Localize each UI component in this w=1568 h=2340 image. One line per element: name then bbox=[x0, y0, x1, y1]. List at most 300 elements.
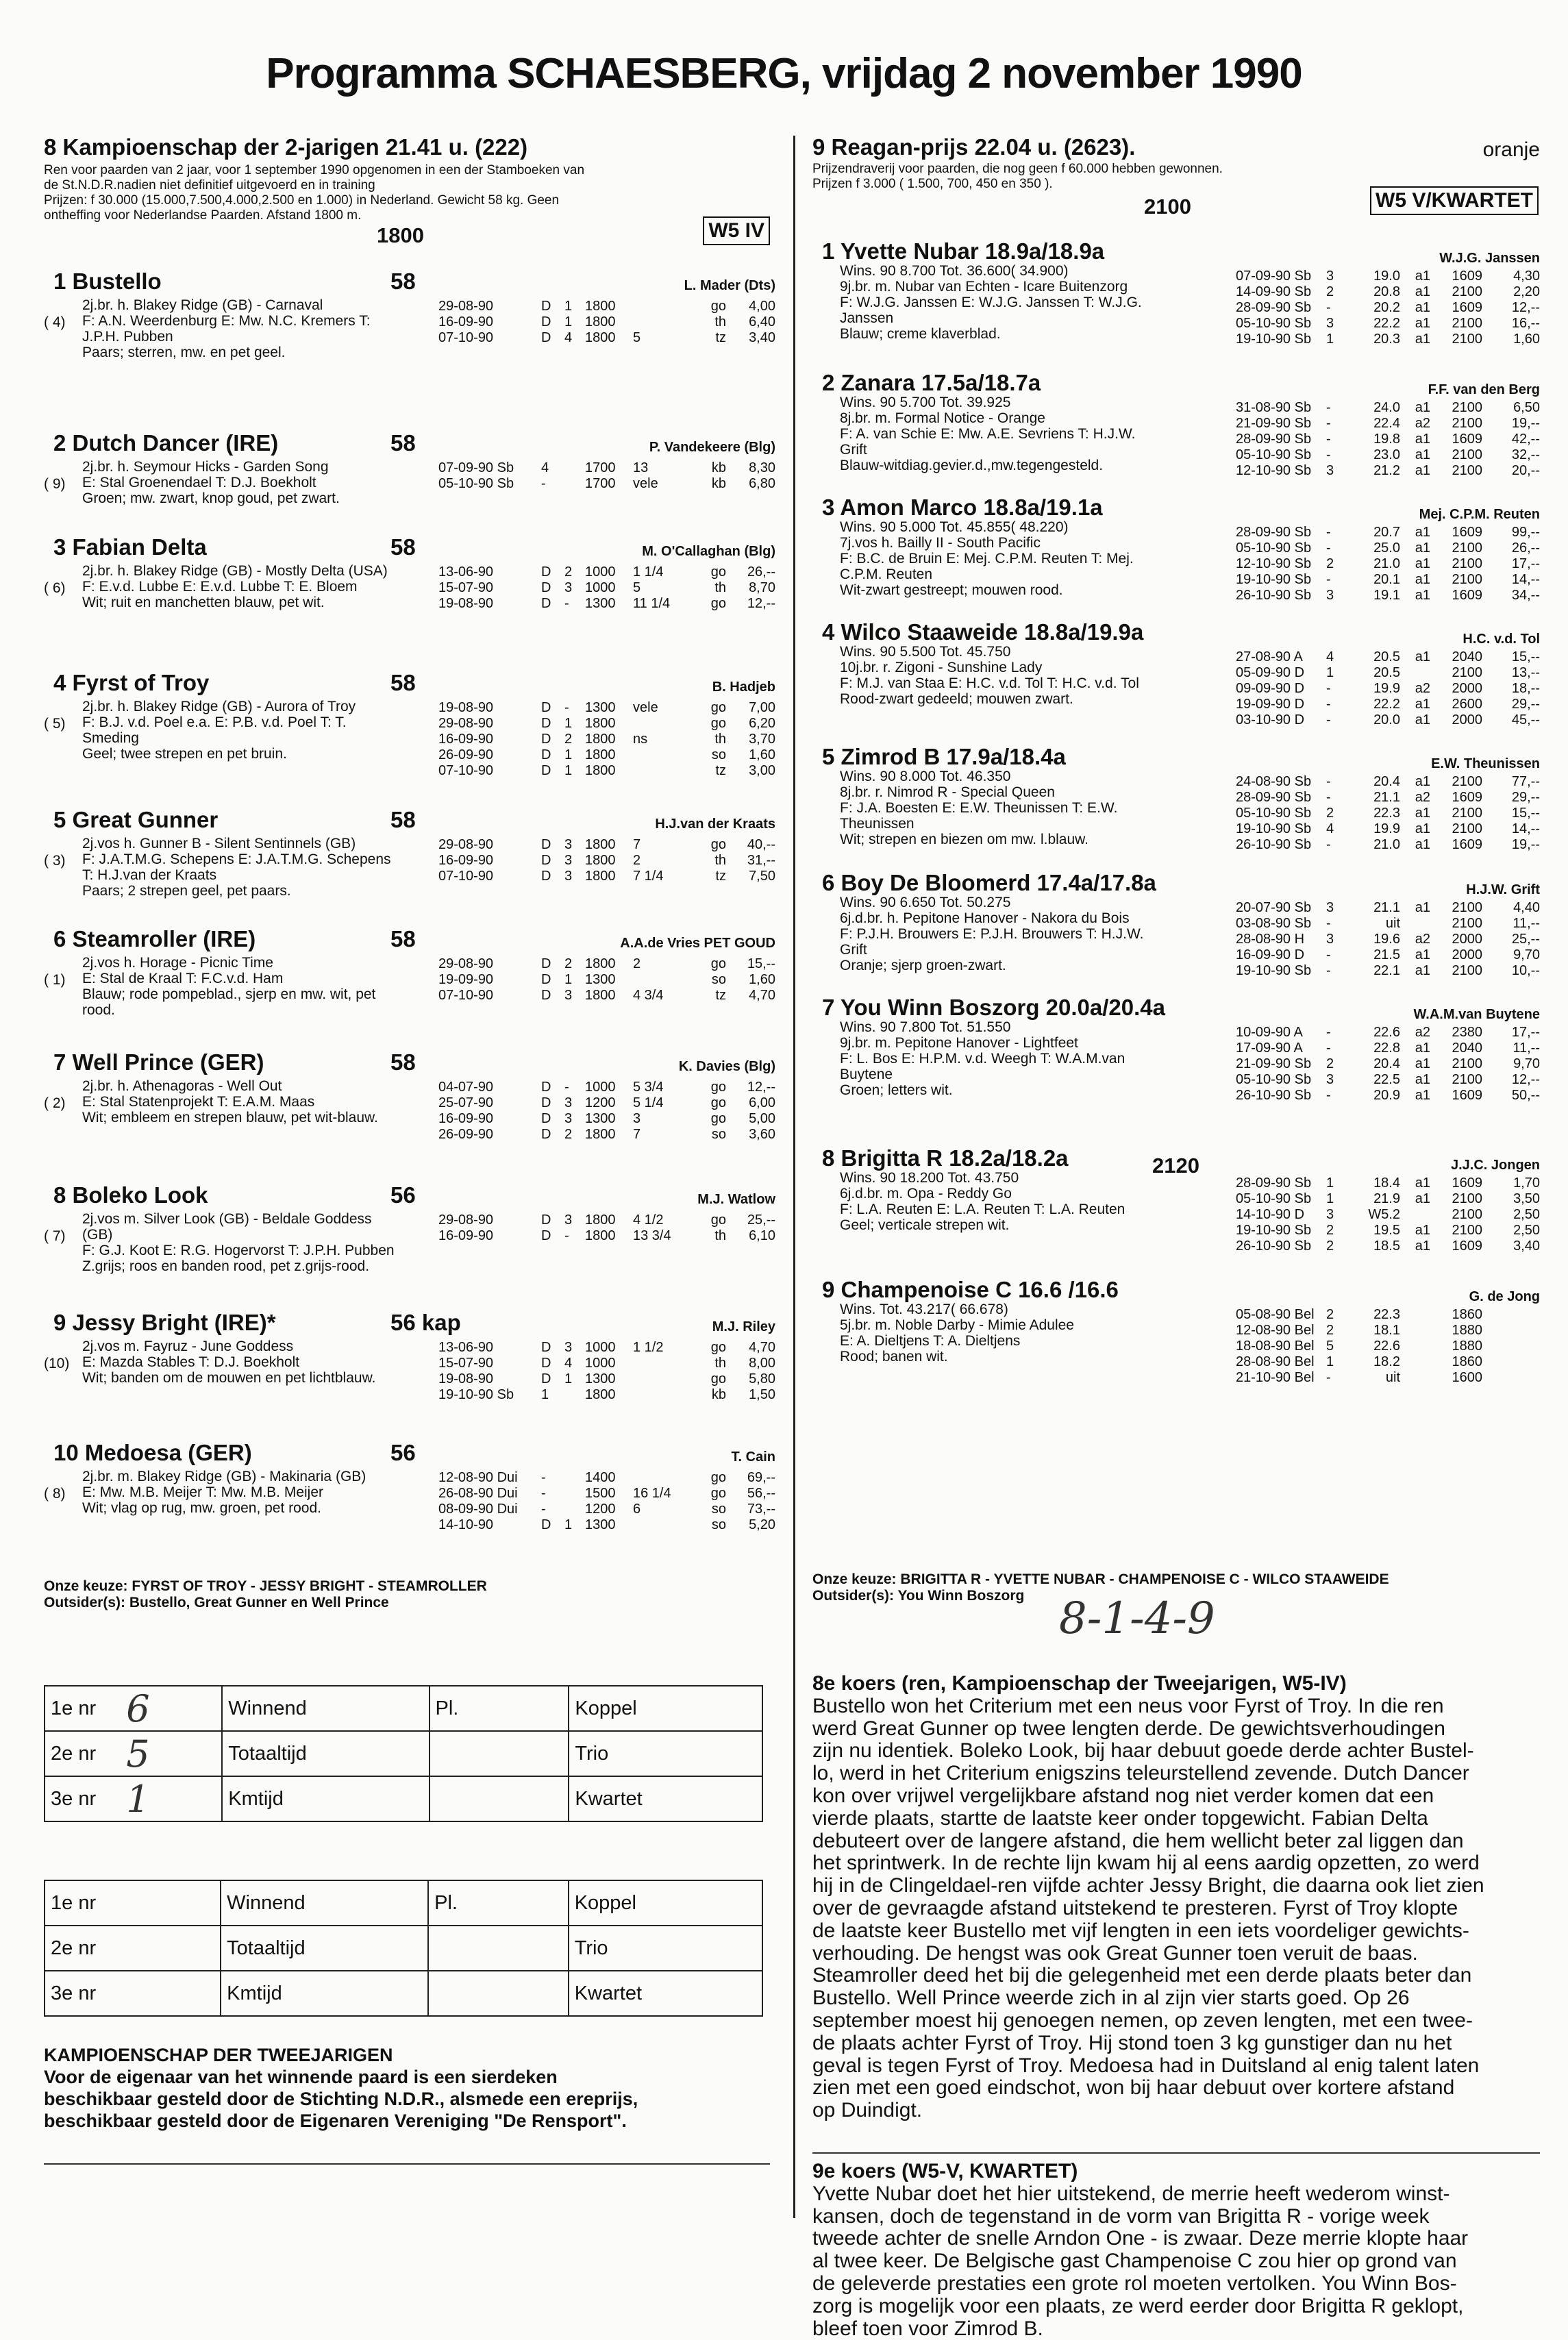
start-cell bbox=[564, 1387, 585, 1403]
start-row bbox=[438, 1095, 775, 1111]
start-cell: 15,-- bbox=[747, 956, 775, 971]
detail-line: 2j.vos m. Silver Look (GB) - Beldale Goddess bbox=[82, 1211, 372, 1227]
result-row bbox=[45, 1880, 762, 1926]
start-cell: 22.2 bbox=[1373, 697, 1400, 712]
report-line: kansen, doch de tegenstand in de vorm van Brigitta R - vorige week bbox=[812, 2204, 1430, 2228]
start-row bbox=[1236, 1370, 1540, 1386]
detail-line: Groen; letters wit. bbox=[840, 1082, 953, 1098]
detail-line: Grift bbox=[840, 942, 867, 958]
start-cell bbox=[1482, 1323, 1540, 1339]
start-cell: 2100 bbox=[1452, 1056, 1482, 1071]
start-cell: 3 bbox=[1326, 588, 1334, 603]
start-cell: 3 bbox=[1326, 316, 1334, 331]
start-cell: 21.1 bbox=[1373, 790, 1400, 805]
past-starts bbox=[438, 1470, 775, 1533]
start-cell: 13,-- bbox=[1511, 665, 1540, 680]
detail-line: Wit; ruit en manchetten blauw, pet wit. bbox=[82, 595, 325, 610]
past-starts bbox=[438, 564, 775, 612]
start-cell: 05-10-90 Sb bbox=[1236, 540, 1312, 556]
start-cell: 1 1/2 bbox=[633, 1340, 664, 1355]
start-cell: a2 bbox=[1415, 1025, 1430, 1040]
start-cell: 12-10-90 Sb bbox=[1236, 463, 1312, 478]
start-cell: D bbox=[541, 956, 551, 971]
eligibility-line: ontheffing voor Nederlandse Paarden. Afstand 1800 m. bbox=[44, 208, 362, 223]
start-cell: 31,-- bbox=[747, 853, 775, 868]
start-cell: 3 bbox=[564, 837, 573, 852]
start-row bbox=[1236, 649, 1540, 665]
start-cell: 2,50 bbox=[1513, 1223, 1540, 1238]
start-cell: 22.3 bbox=[1373, 806, 1400, 821]
start-cell: 7 1/4 bbox=[633, 869, 664, 884]
start-cell: go bbox=[710, 1212, 726, 1228]
start-row bbox=[1236, 572, 1540, 588]
race-8-report bbox=[812, 1673, 1540, 2122]
start-cell: - bbox=[1326, 712, 1331, 727]
horse-details bbox=[840, 769, 1210, 847]
start-cell: 1800 bbox=[585, 853, 616, 868]
result-cell: Koppel bbox=[569, 1880, 762, 1926]
start-cell: 2000 bbox=[1452, 712, 1482, 727]
start-row bbox=[1236, 837, 1540, 853]
detail-line: 5j.br. m. Noble Darby - Mimie Adulee bbox=[840, 1317, 1074, 1333]
horse-weight: 58 bbox=[390, 534, 416, 560]
start-cell: 12,-- bbox=[747, 596, 775, 611]
start-cell: 05-10-90 Sb bbox=[1236, 806, 1312, 821]
start-cell: 07-10-90 bbox=[438, 988, 494, 1003]
start-cell: 2100 bbox=[1452, 665, 1482, 680]
start-cell: 2100 bbox=[1452, 332, 1482, 347]
start-cell: 3 bbox=[564, 853, 573, 868]
horse-name: 1 Yvette Nubar 18.9a/18.9a bbox=[822, 238, 1105, 264]
start-row bbox=[438, 1371, 775, 1387]
start-cell: D bbox=[541, 314, 551, 329]
start-cell: 5 1/4 bbox=[633, 1095, 664, 1110]
start-cell: 29-08-90 bbox=[438, 1212, 494, 1228]
start-cell bbox=[633, 1371, 699, 1387]
start-cell: th bbox=[714, 1356, 726, 1371]
start-cell: a1 bbox=[1415, 447, 1430, 462]
start-cell: 1300 bbox=[585, 1371, 616, 1386]
start-cell: a1 bbox=[1415, 1072, 1430, 1087]
horse-details bbox=[82, 563, 500, 610]
start-cell: 2 bbox=[1326, 556, 1334, 571]
start-cell: 19-09-90 D bbox=[1236, 697, 1305, 712]
horse-entry bbox=[812, 995, 1540, 1118]
start-row bbox=[1236, 932, 1540, 947]
handwritten-number: 1 bbox=[121, 1776, 222, 1821]
start-cell: 1609 bbox=[1452, 300, 1482, 315]
start-cell: 1609 bbox=[1452, 1088, 1482, 1103]
start-cell: - bbox=[1326, 963, 1331, 978]
horse-entry bbox=[812, 1277, 1540, 1400]
start-cell: 24-08-90 Sb bbox=[1236, 774, 1312, 789]
start-row bbox=[438, 1517, 775, 1533]
start-cell: 1880 bbox=[1452, 1339, 1482, 1354]
start-cell: 5,20 bbox=[749, 1517, 775, 1532]
start-cell: 1 bbox=[1326, 1354, 1334, 1369]
start-cell: 20.3 bbox=[1373, 332, 1400, 347]
start-cell: 2000 bbox=[1452, 932, 1482, 947]
start-cell: 28-08-90 Bel bbox=[1236, 1354, 1315, 1369]
horse-weight: 56 bbox=[390, 1440, 416, 1465]
start-cell: 1500 bbox=[585, 1486, 616, 1501]
start-cell: a2 bbox=[1415, 790, 1430, 805]
result-cell: 3e nr bbox=[45, 1971, 121, 2016]
start-cell: 2 bbox=[564, 1127, 573, 1142]
start-cell: 20.0 bbox=[1373, 712, 1400, 727]
report-line: het sprintwerk. In de rechte lijn kwam hij al eens aardig opzetten, zo werd bbox=[812, 1852, 1480, 1875]
start-cell bbox=[1400, 1307, 1430, 1323]
start-cell bbox=[1400, 1207, 1430, 1223]
start-cell: 09-09-90 D bbox=[1236, 681, 1305, 696]
start-cell: go bbox=[710, 716, 726, 731]
report-line: debuteert over de langere afstand, die hem wellicht beter zal liggen dan bbox=[812, 1829, 1464, 1852]
start-cell: 14-10-90 bbox=[438, 1517, 494, 1532]
race-8-eligibility bbox=[44, 163, 775, 223]
start-cell: 26,-- bbox=[1511, 540, 1540, 556]
horse-name: 4 Fyrst of Troy bbox=[53, 670, 210, 695]
start-cell: 19-08-90 bbox=[438, 596, 494, 611]
horse-weight: 56 kap bbox=[390, 1310, 461, 1335]
start-cell: - bbox=[1326, 416, 1331, 431]
post-position: ( 8) bbox=[44, 1486, 66, 1502]
start-cell: 12,-- bbox=[747, 1080, 775, 1095]
race-9-distance-row bbox=[812, 189, 1540, 222]
detail-line: F: M.J. van Staa E: H.C. v.d. Tol T: H.C. v.d. Tol bbox=[840, 675, 1139, 691]
start-cell: 8,70 bbox=[749, 580, 775, 595]
detail-line: Wins. 90 7.800 Tot. 51.550 bbox=[840, 1019, 1011, 1035]
start-cell: 16-09-90 bbox=[438, 732, 494, 747]
start-cell bbox=[564, 460, 585, 476]
detail-line: T: H.J.van der Kraats bbox=[82, 867, 217, 883]
past-starts bbox=[438, 837, 775, 884]
start-cell: 1 bbox=[1326, 1191, 1334, 1206]
horse-name: 4 Wilco Staaweide 18.8a/19.9a bbox=[822, 619, 1144, 645]
start-cell: 2 bbox=[1326, 1307, 1334, 1322]
start-cell: a1 bbox=[1415, 1191, 1430, 1206]
start-cell: a1 bbox=[1415, 525, 1430, 540]
detail-line: J.P.H. Pubben bbox=[82, 329, 173, 345]
horse-details bbox=[840, 263, 1210, 342]
start-cell: W5.2 bbox=[1368, 1207, 1400, 1222]
race-8-bet-type: W5 IV bbox=[703, 216, 770, 245]
start-cell: - bbox=[1326, 697, 1331, 712]
start-cell: 22.2 bbox=[1373, 316, 1400, 331]
report-line: kon over vrijwel vergelijkbare afstand nog niet verder komen dat een bbox=[812, 1784, 1434, 1807]
start-cell: 19-10-90 Sb bbox=[438, 1387, 514, 1402]
past-starts bbox=[438, 1080, 775, 1143]
start-cell: 7 bbox=[633, 837, 641, 852]
detail-line: Grift bbox=[840, 442, 867, 458]
start-cell: 16,-- bbox=[1511, 316, 1540, 331]
start-cell: a1 bbox=[1415, 588, 1430, 603]
report-line: zien met een goed eindschot, won bij haar debuut over kortere afstand bbox=[812, 2076, 1455, 2100]
result-table-2 bbox=[44, 1880, 763, 2017]
start-cell: so bbox=[711, 1502, 726, 1517]
start-cell: 22.8 bbox=[1373, 1041, 1400, 1056]
start-cell bbox=[1482, 1354, 1540, 1370]
driver-name: Mej. C.P.M. Reuten bbox=[1419, 507, 1540, 522]
start-cell: 1609 bbox=[1452, 790, 1482, 805]
start-cell: 2 bbox=[1326, 1056, 1334, 1071]
horse-entry bbox=[812, 370, 1540, 493]
start-cell: 3 bbox=[1326, 463, 1334, 478]
kampioenschap-line: beschikbaar gesteld door de Eigenaren Vereniging "De Rensport". bbox=[44, 2111, 627, 2131]
result-cell: Kmtijd bbox=[221, 1971, 428, 2016]
detail-line: E: Mazda Stables T: D.J. Boekholt bbox=[82, 1354, 300, 1370]
post-position: ( 2) bbox=[44, 1095, 66, 1111]
start-row bbox=[438, 299, 775, 314]
start-cell: D bbox=[541, 1356, 551, 1371]
past-starts bbox=[1236, 1025, 1540, 1104]
start-cell: - bbox=[564, 700, 569, 715]
start-cell: 40,-- bbox=[747, 837, 775, 852]
detail-line: 2j.br. h. Blakey Ridge (GB) - Mostly Delta (USA) bbox=[82, 563, 388, 579]
start-cell: a1 bbox=[1415, 649, 1430, 664]
start-cell: 08-09-90 Dui bbox=[438, 1502, 518, 1517]
start-cell: 16-09-90 bbox=[438, 1111, 494, 1126]
past-starts bbox=[438, 460, 775, 492]
start-cell: - bbox=[1326, 540, 1331, 556]
report-line: Yvette Nubar doet het hier uitstekend, de merrie heeft wederom winst- bbox=[812, 2182, 1450, 2205]
start-cell: go bbox=[710, 299, 726, 314]
race-9-bet-type: W5 V/KWARTET bbox=[1370, 186, 1539, 215]
start-cell: ns bbox=[633, 732, 648, 747]
start-row bbox=[1236, 1191, 1540, 1207]
result-cell: Winnend bbox=[222, 1686, 429, 1731]
start-cell: D bbox=[541, 330, 551, 345]
start-cell: 19-10-90 Sb bbox=[1236, 963, 1312, 978]
horse-name: 7 You Winn Boszorg 20.0a/20.4a bbox=[822, 995, 1165, 1020]
horse-name: 7 Well Prince (GER) bbox=[53, 1049, 264, 1075]
start-cell: 42,-- bbox=[1511, 432, 1540, 447]
race-9-colour: oranje bbox=[1482, 138, 1540, 161]
start-cell: 3 bbox=[564, 988, 573, 1003]
start-cell: go bbox=[710, 1080, 726, 1095]
detail-line: Janssen bbox=[840, 310, 894, 326]
start-cell: 1,70 bbox=[1513, 1175, 1540, 1191]
detail-line: 6j.d.br. m. Opa - Reddy Go bbox=[840, 1186, 1012, 1202]
start-cell: 1800 bbox=[585, 716, 616, 731]
start-cell: 21.5 bbox=[1373, 947, 1400, 962]
past-starts bbox=[438, 956, 775, 1004]
horse-details bbox=[840, 1170, 1210, 1233]
start-cell: 16-09-90 bbox=[438, 853, 494, 868]
start-cell: 1200 bbox=[585, 1502, 616, 1517]
start-cell: th bbox=[714, 580, 726, 595]
start-cell: 2040 bbox=[1452, 649, 1482, 664]
start-cell: 5 3/4 bbox=[633, 1080, 664, 1095]
start-cell: 26-10-90 Sb bbox=[1236, 1239, 1312, 1254]
start-row bbox=[1236, 1175, 1540, 1191]
start-cell: 2100 bbox=[1452, 447, 1482, 462]
start-row bbox=[438, 476, 775, 492]
start-cell: go bbox=[710, 596, 726, 611]
start-row bbox=[1236, 806, 1540, 821]
start-cell: 15-07-90 bbox=[438, 1356, 494, 1371]
start-cell: tz bbox=[715, 330, 726, 345]
start-cell: 19,-- bbox=[1511, 416, 1540, 431]
race-9-header bbox=[812, 134, 1540, 162]
driver-name: H.J.W. Grift bbox=[1466, 882, 1540, 897]
driver-name: H.C. v.d. Tol bbox=[1463, 632, 1540, 647]
start-cell: 1 bbox=[564, 1517, 573, 1532]
horse-entry bbox=[44, 269, 775, 378]
start-cell: - bbox=[1326, 947, 1331, 962]
detail-line: Wins. 90 5.500 Tot. 45.750 bbox=[840, 644, 1011, 660]
start-cell: th bbox=[714, 314, 726, 329]
start-cell: a1 bbox=[1415, 400, 1430, 415]
start-cell: 14-10-90 D bbox=[1236, 1207, 1305, 1222]
start-cell: 2000 bbox=[1452, 681, 1482, 696]
start-cell: 6,00 bbox=[749, 1095, 775, 1110]
start-cell: - bbox=[1326, 1041, 1331, 1056]
detail-line: F: L.A. Reuten E: L.A. Reuten T: L.A. Reuten bbox=[840, 1202, 1125, 1217]
start-cell bbox=[564, 1502, 585, 1517]
start-cell: D bbox=[541, 1080, 551, 1095]
start-cell: 27-08-90 A bbox=[1236, 649, 1303, 664]
result-cell: 3e nr bbox=[45, 1776, 121, 1821]
start-cell: 13 bbox=[633, 460, 649, 475]
result-row bbox=[45, 1731, 762, 1776]
start-row bbox=[438, 956, 775, 972]
start-cell: 2 bbox=[633, 853, 641, 868]
start-cell: a1 bbox=[1415, 806, 1430, 821]
start-cell: 11,-- bbox=[1513, 916, 1540, 931]
start-cell: 7 bbox=[633, 1127, 641, 1142]
onze-keuze: Onze keuze: FYRST OF TROY - JESSY BRIGHT - STEAMROLLER bbox=[44, 1578, 487, 1594]
start-cell: 19.9 bbox=[1373, 821, 1400, 836]
horse-details bbox=[840, 519, 1210, 598]
start-cell: 23.0 bbox=[1373, 447, 1400, 462]
start-cell: 18.4 bbox=[1373, 1175, 1400, 1191]
result-cell bbox=[430, 1776, 569, 1821]
start-row bbox=[438, 596, 775, 612]
start-row bbox=[1236, 712, 1540, 728]
result-cell: Totaaltijd bbox=[221, 1926, 428, 1971]
start-cell: 2100 bbox=[1452, 540, 1482, 556]
report-line: al twee keer. De Belgische gast Champenoise C zou hier op grond van bbox=[812, 2250, 1457, 2273]
detail-line: 2j.vos h. Gunner B - Silent Sentinnels (GB) bbox=[82, 836, 356, 851]
start-cell: a1 bbox=[1415, 1041, 1430, 1056]
start-row bbox=[1236, 900, 1540, 916]
race-9-title: 9 Reagan-prijs 22.04 u. (2623). bbox=[812, 134, 1136, 160]
start-cell: 16-09-90 D bbox=[1236, 947, 1305, 962]
start-row bbox=[438, 1127, 775, 1143]
start-cell: 34,-- bbox=[1511, 588, 1540, 603]
start-cell: 19.1 bbox=[1373, 588, 1400, 603]
detail-line: E: Stal de Kraal T: F.C.v.d. Ham bbox=[82, 971, 284, 986]
start-cell: 12-10-90 Sb bbox=[1236, 556, 1312, 571]
start-cell: 17,-- bbox=[1511, 1025, 1540, 1040]
start-cell: 6,50 bbox=[1513, 400, 1540, 415]
start-cell: 20.4 bbox=[1373, 1056, 1400, 1071]
start-cell: a1 bbox=[1415, 556, 1430, 571]
start-cell: 1800 bbox=[585, 314, 616, 329]
start-cell bbox=[1400, 916, 1430, 932]
start-cell: 13-06-90 bbox=[438, 564, 494, 580]
race-8-header bbox=[44, 134, 775, 163]
horse-details bbox=[840, 1302, 1210, 1365]
result-cell: Trio bbox=[569, 1926, 762, 1971]
start-cell: 1800 bbox=[585, 299, 616, 314]
start-cell: D bbox=[541, 1127, 551, 1142]
start-cell: 26-09-90 bbox=[438, 1127, 494, 1142]
start-cell: 2600 bbox=[1452, 697, 1482, 712]
detail-line: E: Stal Statenprojekt T: E.A.M. Maas bbox=[82, 1094, 315, 1110]
result-cell: Totaaltijd bbox=[222, 1731, 429, 1776]
start-cell: 28-09-90 Sb bbox=[1236, 432, 1312, 447]
start-cell: 7,00 bbox=[749, 700, 775, 715]
start-cell: - bbox=[541, 1486, 546, 1501]
detail-line: 2j.br. m. Blakey Ridge (GB) - Makinaria (GB) bbox=[82, 1469, 366, 1484]
detail-line: 2j.br. h. Seymour Hicks - Garden Song bbox=[82, 459, 329, 475]
start-row bbox=[1236, 332, 1540, 347]
jockey-name: H.J.van der Kraats bbox=[655, 817, 775, 832]
start-cell: 2 bbox=[1326, 806, 1334, 821]
start-cell: 10,-- bbox=[1511, 963, 1540, 978]
start-cell: a1 bbox=[1415, 963, 1430, 978]
detail-line: Wins. 90 18.200 Tot. 43.750 bbox=[840, 1170, 1019, 1186]
start-cell: - bbox=[1326, 681, 1331, 696]
start-cell: 05-10-90 Sb bbox=[438, 476, 514, 491]
detail-line: 2j.br. h. Athenagoras - Well Out bbox=[82, 1078, 282, 1094]
horse-entry bbox=[44, 807, 775, 910]
start-cell bbox=[633, 1356, 699, 1371]
start-cell: 26-09-90 bbox=[438, 747, 494, 762]
start-cell: 18-08-90 Bel bbox=[1236, 1339, 1315, 1354]
horse-details bbox=[840, 644, 1210, 707]
start-cell: a1 bbox=[1415, 1239, 1430, 1254]
start-row bbox=[438, 460, 775, 476]
start-row bbox=[1236, 821, 1540, 837]
start-cell: 2 bbox=[1326, 1239, 1334, 1254]
jockey-name: T. Cain bbox=[731, 1449, 775, 1465]
horse-name: 3 Fabian Delta bbox=[53, 534, 207, 560]
post-position: (10) bbox=[44, 1356, 70, 1371]
start-cell: 1000 bbox=[585, 564, 616, 580]
start-cell bbox=[1482, 1339, 1540, 1354]
horse-details bbox=[840, 1019, 1210, 1098]
start-cell: uit bbox=[1385, 1370, 1400, 1385]
start-cell: 1800 bbox=[585, 763, 616, 778]
start-cell: 1 bbox=[1326, 665, 1334, 680]
horse-weight: 58 bbox=[390, 670, 416, 695]
start-cell: 20-07-90 Sb bbox=[1236, 900, 1312, 915]
start-cell: 8,00 bbox=[749, 1356, 775, 1371]
detail-line: 8j.br. r. Nimrod R - Special Queen bbox=[840, 784, 1055, 800]
start-cell: 20.2 bbox=[1373, 300, 1400, 315]
start-cell: 3,40 bbox=[749, 330, 775, 345]
report-line: de geleverde prestaties een grote rol moeten vertolken. You Winn Bos- bbox=[812, 2271, 1457, 2295]
result-cell: Kwartet bbox=[569, 1971, 762, 2016]
horse-details bbox=[82, 1078, 500, 1125]
start-cell bbox=[633, 1387, 699, 1403]
detail-line: 2j.br. h. Blakey Ridge (GB) - Aurora of Troy bbox=[82, 699, 356, 714]
start-cell: 9,70 bbox=[1513, 1056, 1540, 1071]
start-cell: 21.1 bbox=[1373, 900, 1400, 915]
start-cell: 2 bbox=[564, 732, 573, 747]
start-row bbox=[1236, 916, 1540, 932]
start-cell: 19,-- bbox=[1511, 837, 1540, 852]
eligibility-line: Ren voor paarden van 2 jaar, voor 1 september 1990 opgenomen in een der Stamboeken van bbox=[44, 163, 585, 177]
jockey-name: M.J. Watlow bbox=[697, 1192, 775, 1207]
start-cell bbox=[633, 1517, 699, 1533]
start-cell: 2 bbox=[1326, 1323, 1334, 1338]
result-cell bbox=[428, 1971, 569, 2016]
start-cell: D bbox=[541, 747, 551, 762]
start-cell: 4 1/2 bbox=[633, 1212, 664, 1228]
